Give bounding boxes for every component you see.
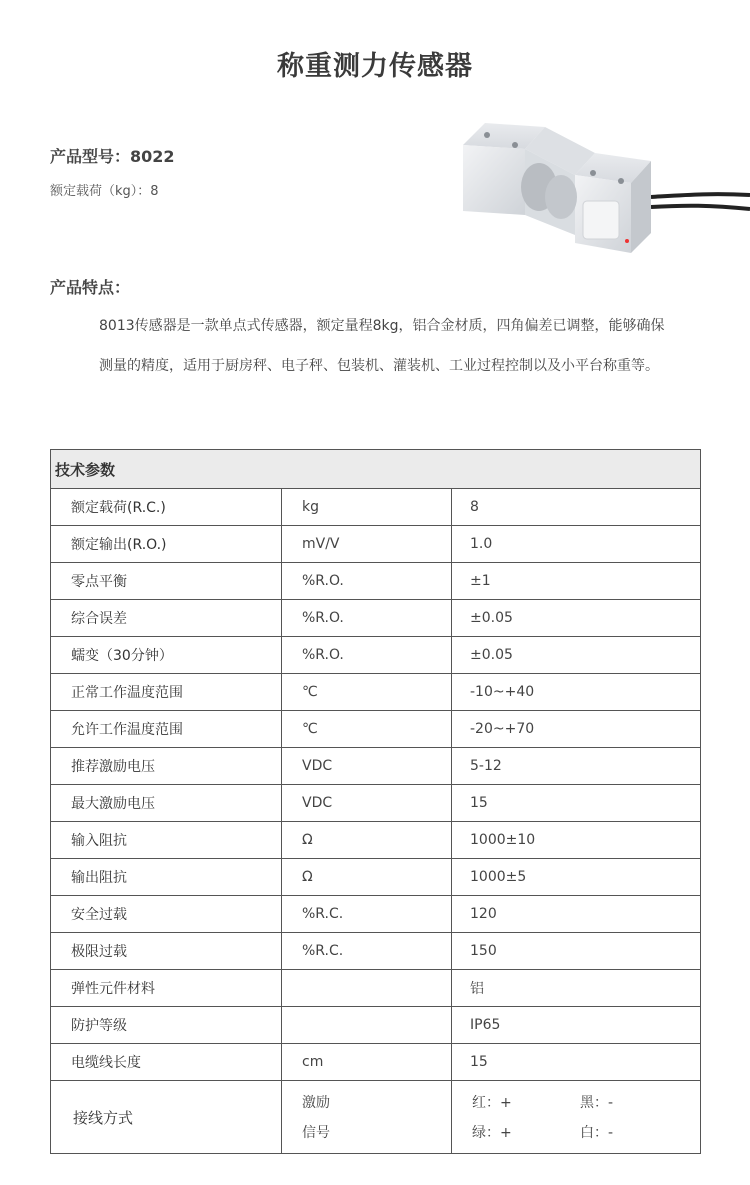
wiring-signal: 信号 [302, 1125, 330, 1141]
table-row [51, 526, 701, 563]
page-title: 称重测力传感器 [277, 51, 473, 82]
param-unit: VDC [282, 785, 452, 822]
param-unit: %R.O. [282, 600, 452, 637]
param-unit: %R.C. [282, 933, 452, 970]
table-row [51, 637, 701, 674]
param-value: 120 [452, 896, 701, 933]
wiring-row [51, 1081, 701, 1154]
table-row [51, 563, 701, 600]
param-unit: %R.O. [282, 563, 452, 600]
wire-white: 白：- [580, 1125, 614, 1141]
table-row [51, 970, 701, 1007]
wiring-excitation: 激励 [302, 1095, 330, 1111]
wiring-type-cell [282, 1081, 452, 1154]
table-row [51, 489, 701, 526]
spec-table [50, 449, 701, 1154]
param-name: 允许工作温度范围 [51, 711, 282, 748]
param-value: 1000±5 [452, 859, 701, 896]
wiring-colors-cell [452, 1081, 701, 1154]
param-name: 正常工作温度范围 [51, 674, 282, 711]
param-name: 额定载荷(R.C.) [51, 489, 282, 526]
param-name: 最大激励电压 [51, 785, 282, 822]
param-unit [282, 970, 452, 1007]
features-title: 产品特点： [50, 278, 131, 297]
param-unit: cm [282, 1044, 452, 1081]
table-row [51, 600, 701, 637]
table-row [51, 785, 701, 822]
param-value: ±0.05 [452, 600, 701, 637]
param-name: 蠕变（30分钟） [51, 637, 282, 674]
product-model: 产品型号：8022 [50, 147, 175, 166]
param-value: IP65 [452, 1007, 701, 1044]
param-value: 5-12 [452, 748, 701, 785]
param-unit: ℃ [282, 711, 452, 748]
param-unit: kg [282, 489, 452, 526]
param-unit: ℃ [282, 674, 452, 711]
spec-table-header [51, 450, 701, 489]
param-name: 综合误差 [51, 600, 282, 637]
param-unit: Ω [282, 859, 452, 896]
wire-green: 绿：+ [472, 1125, 512, 1141]
table-row [51, 896, 701, 933]
param-value: 15 [452, 1044, 701, 1081]
param-name: 安全过载 [51, 896, 282, 933]
param-name: 电缆线长度 [51, 1044, 282, 1081]
features-line-2: 测量的精度，适用于厨房秤、电子秤、包装机、灌装机、工业过程控制以及小平台称重等。 [99, 358, 659, 374]
param-value: 1.0 [452, 526, 701, 563]
param-unit [282, 1007, 452, 1044]
param-value: ±1 [452, 563, 701, 600]
table-row [51, 822, 701, 859]
table-row [51, 1007, 701, 1044]
param-value: 1000±10 [452, 822, 701, 859]
table-row [51, 674, 701, 711]
param-value: ±0.05 [452, 637, 701, 674]
param-name: 推荐激励电压 [51, 748, 282, 785]
param-value: -10~+40 [452, 674, 701, 711]
param-unit: mV/V [282, 526, 452, 563]
wire-black: 黑：- [580, 1095, 614, 1111]
table-row [51, 933, 701, 970]
spec-table-title: 技术参数 [51, 450, 701, 489]
wiring-label: 接线方式 [51, 1081, 282, 1154]
table-row [51, 859, 701, 896]
table-row [51, 748, 701, 785]
param-value: 150 [452, 933, 701, 970]
table-row [51, 711, 701, 748]
param-name: 零点平衡 [51, 563, 282, 600]
param-unit: Ω [282, 822, 452, 859]
param-unit: VDC [282, 748, 452, 785]
table-row [51, 1044, 701, 1081]
param-name: 防护等级 [51, 1007, 282, 1044]
load-cell-image [455, 115, 750, 270]
wire-red: 红：+ [472, 1095, 512, 1111]
param-name: 弹性元件材料 [51, 970, 282, 1007]
param-value: 15 [452, 785, 701, 822]
param-value: -20~+70 [452, 711, 701, 748]
param-name: 额定输出(R.O.) [51, 526, 282, 563]
param-name: 输出阻抗 [51, 859, 282, 896]
param-value: 8 [452, 489, 701, 526]
param-unit: %R.C. [282, 896, 452, 933]
rated-load: 额定载荷（kg）：8 [50, 184, 159, 199]
features-description [99, 306, 689, 386]
features-line-1: 8013传感器是一款单点式传感器，额定量程8kg，铝合金材质，四角偏差已调整，能够确保 [99, 318, 665, 334]
param-value: 铝 [452, 970, 701, 1007]
param-unit: %R.O. [282, 637, 452, 674]
param-name: 极限过载 [51, 933, 282, 970]
param-name: 输入阻抗 [51, 822, 282, 859]
